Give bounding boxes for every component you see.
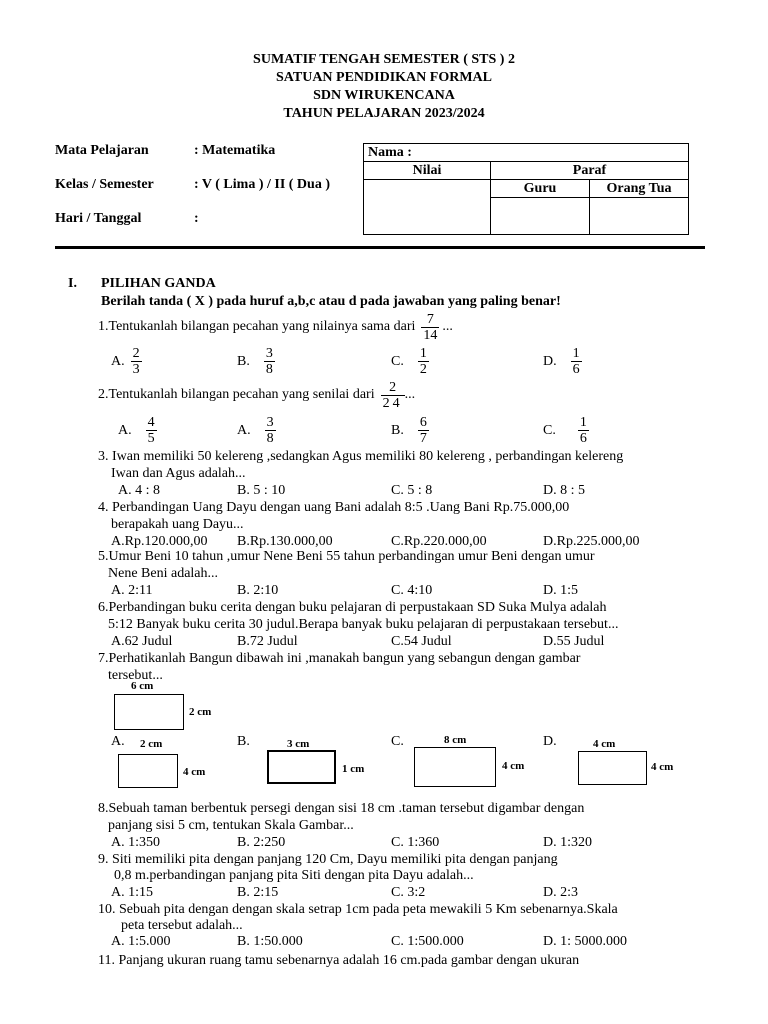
q8-option-d[interactable]: D. 1:320 [543,835,592,850]
question-9-line-1: 9. Siti memiliki pita dengan panjang 120 Cm, Dayu memiliki pita dengan panjang [98,852,558,867]
q3-option-a[interactable]: A. 4 : 8 [118,483,160,498]
q9-option-a[interactable]: A. 1:15 [111,885,153,900]
class-value: : V ( Lima ) / II ( Dua ) [194,177,330,192]
q7-option-a-label[interactable]: A. [111,734,125,749]
guru-signature-field[interactable] [491,198,590,235]
q10-option-b[interactable]: B. 1:50.000 [237,934,303,949]
question-1-text: 1.Tentukanlah bilangan pecahan yang nilainya sama dari [98,319,416,334]
q1-option-c[interactable]: C. $\frac{1}{2}$ [391,346,427,377]
question-1: 1.Tentukanlah bilangan pecahan yang nilainya sama dari $\frac{7}{14}$ ... [98,311,453,343]
section-title: PILIHAN GANDA [101,276,216,291]
q7-option-b-width: 3 cm [287,738,310,750]
q7-option-d-rectangle[interactable] [578,751,647,785]
question-8-line-2: panjang sisi 5 cm, tentukan Skala Gambar... [108,818,354,833]
q5-option-b[interactable]: B. 2:10 [237,583,279,598]
subject-label: Mata Pelajaran [55,143,149,158]
q4-option-b[interactable]: B.Rp.130.000,00 [237,534,333,549]
question-4-line-1: 4. Perbandingan Uang Dayu dengan uang Bani adalah 8:5 .Uang Bani Rp.75.000,00 [98,500,570,515]
q3-option-d[interactable]: D. 8 : 5 [543,483,585,498]
q2-option-b[interactable]: A. $\frac{3}{8}$ [237,415,274,446]
q6-option-b[interactable]: B.72 Judul [237,634,298,649]
q1-option-b[interactable]: B. $\frac{3}{8}$ [237,346,273,377]
question-7-line-1: 7.Perhatikanlah Bangun dibawah ini ,manakah bangun yang sebangun dengan gambar [98,651,581,666]
question-3-line-2: Iwan dan Agus adalah... [111,466,246,481]
q7-option-c-label[interactable]: C. [391,734,404,749]
paraf-header: Paraf [491,162,689,180]
q7-option-d-width: 4 cm [593,738,616,750]
q10-option-d[interactable]: D. 1: 5000.000 [543,934,627,949]
question-2-text: 2.Tentukanlah bilangan pecahan yang senilai dari [98,387,375,402]
q6-option-d[interactable]: D.55 Judul [543,634,605,649]
q8-option-b[interactable]: B. 2:250 [237,835,286,850]
name-field[interactable]: Nama : [364,144,689,162]
question-2: 2.Tentukanlah bilangan pecahan yang senilai dari $\frac{2}{24}$ ... [98,379,416,411]
q5-option-d[interactable]: D. 1:5 [543,583,578,598]
q7-option-c-width: 8 cm [444,734,467,746]
q9-option-c[interactable]: C. 3:2 [391,885,426,900]
date-label: Hari / Tanggal [55,211,142,226]
q9-option-b[interactable]: B. 2:15 [237,885,279,900]
question-7-line-2: tersebut... [108,668,163,683]
question-2-fraction: $\frac{2}{24}$ [382,379,403,411]
question-10-line-2: peta tersebut adalah... [121,918,243,933]
q3-option-c[interactable]: C. 5 : 8 [391,483,433,498]
exam-title: SUMATIF TENGAH SEMESTER ( STS ) 2 [253,52,515,67]
nilai-header: Nilai [364,162,491,180]
q3-option-b[interactable]: B. 5 : 10 [237,483,286,498]
question-11-line-1: 11. Panjang ukuran ruang tamu sebenarnya adalah 16 cm.pada gambar dengan ukuran [98,953,580,968]
q7-option-c-height: 4 cm [502,760,525,772]
question-6-line-1: 6.Perbandingan buku cerita dengan buku pelajaran di perpustakaan SD Suka Mulya adalah [98,600,607,615]
question-4-line-2: berapakah uang Dayu... [111,517,244,532]
unit-title: SATUAN PENDIDIKAN FORMAL [276,70,492,85]
q7-option-c-rectangle[interactable] [414,747,496,787]
q4-option-d[interactable]: D.Rp.225.000,00 [543,534,640,549]
q7-option-b-rectangle[interactable] [267,750,336,784]
question-6-line-2: 5:12 Banyak buku cerita 30 judul.Berapa banyak buku pelajaran di perpustakaan tersebut... [108,617,619,632]
guru-header: Guru [491,180,590,198]
q9-option-d[interactable]: D. 2:3 [543,885,578,900]
question-5-line-1: 5.Umur Beni 10 tahun ,umur Nene Beni 55 tahun perbandingan umur Beni dengan umur [98,549,595,564]
grade-box [363,143,689,235]
main-shape-height: 2 cm [189,706,212,718]
class-label: Kelas / Semester [55,177,154,192]
q7-option-b-label[interactable]: B. [237,734,250,749]
question-5-line-2: Nene Beni adalah... [108,566,219,581]
school-year: TAHUN PELAJARAN 2023/2024 [283,106,485,121]
question-10-line-1: 10. Sebuah pita dengan dengan skala setrap 1cm pada peta mewakili 5 Km sebenarnya.Skala [98,902,618,917]
q10-option-c[interactable]: C. 1:500.000 [391,934,464,949]
q2-option-d[interactable]: C. $\frac{1}{6}$ [543,415,587,446]
q8-option-a[interactable]: A. 1:350 [111,835,160,850]
header-divider [55,246,705,249]
q5-option-a[interactable]: A. 2:11 [111,583,153,598]
q2-option-a[interactable]: A. $\frac{4}{5}$ [118,415,155,446]
q7-option-d-height: 4 cm [651,761,674,773]
q4-option-a[interactable]: A.Rp.120.000,00 [111,534,208,549]
q6-option-c[interactable]: C.54 Judul [391,634,452,649]
main-rectangle [114,694,184,730]
q4-option-c[interactable]: C.Rp.220.000,00 [391,534,487,549]
school-name: SDN WIRUKENCANA [313,88,455,103]
orang-tua-header: Orang Tua [590,180,689,198]
question-9-line-2: 0,8 m.perbandingan panjang pita Siti dengan pita Dayu adalah... [114,868,474,883]
subject-value: : Matematika [194,143,276,158]
q7-option-a-height: 4 cm [183,766,206,778]
q2-option-c[interactable]: B. $\frac{6}{7}$ [391,415,427,446]
q7-option-b-height: 1 cm [342,763,365,775]
question-1-fraction: $\frac{7}{14}$ [423,311,438,343]
q8-option-c[interactable]: C. 1:360 [391,835,440,850]
q1-option-d[interactable]: D. $\frac{1}{6}$ [543,346,580,377]
q10-option-a[interactable]: A. 1:5.000 [111,934,171,949]
q7-option-d-label[interactable]: D. [543,734,557,749]
q7-option-a-width: 2 cm [140,738,163,750]
main-shape-width: 6 cm [131,680,154,692]
nilai-field[interactable] [364,180,491,235]
section-instruction: Berilah tanda ( X ) pada huruf a,b,c atau d pada jawaban yang paling benar! [101,294,561,309]
q5-option-c[interactable]: C. 4:10 [391,583,433,598]
orang-tua-signature-field[interactable] [590,198,689,235]
question-3-line-1: 3. Iwan memiliki 50 kelereng ,sedangkan Agus memiliki 80 kelereng , perbandingan kelereng [98,449,624,464]
date-value: : [194,211,199,226]
q6-option-a[interactable]: A.62 Judul [111,634,173,649]
section-number: I. [68,276,77,291]
question-8-line-1: 8.Sebuah taman berbentuk persegi dengan sisi 18 cm .taman tersebut digambar dengan [98,801,585,816]
q1-option-a[interactable]: A. $\frac{2}{3}$ [111,346,140,377]
q7-option-a-rectangle[interactable] [118,754,178,788]
